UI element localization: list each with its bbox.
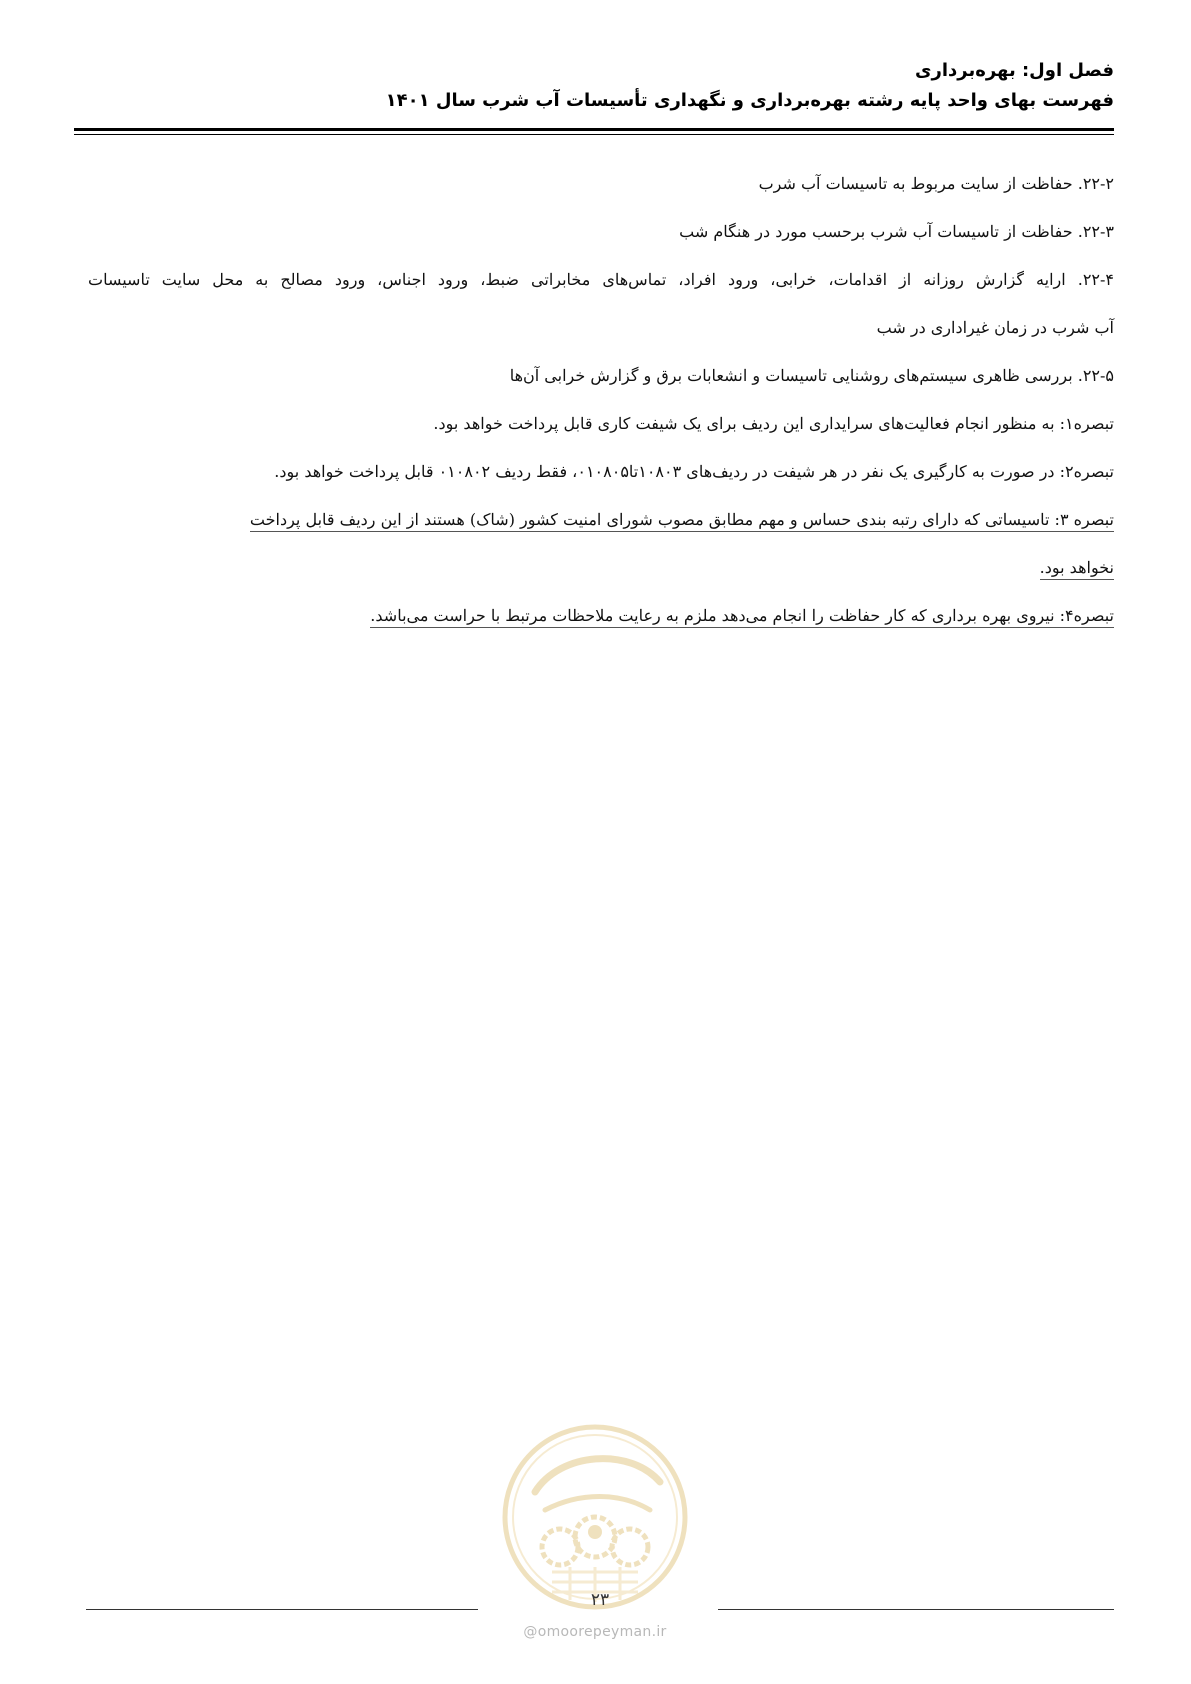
note-3-line1: تبصره ۳: تاسیساتی که دارای رتبه بندی حساس و مهم مطابق مصوب شورای امنیت کشور (شاک) هستند از این ردیف قابل پرداخت	[250, 510, 1114, 532]
note-4-text: تبصره۴: نیروی بهره برداری که کار حفاظت را انجام می‌دهد ملزم به رعایت ملاحظات مرتبط با حراست می‌باشد.	[370, 606, 1114, 628]
site-watermark-url: @omoorepeyman.ir	[523, 1624, 667, 1640]
page-header	[74, 56, 1114, 116]
footer-divider-right	[718, 1609, 1114, 1610]
item-22-4-line2: آب شرب در زمان غیراداری در شب	[876, 318, 1114, 337]
header-divider-thick	[74, 128, 1114, 131]
item-22-2: ۲۲-۲. حفاظت از سایت مربوط به تاسیسات آب شرب	[758, 174, 1114, 193]
header-divider-thin	[74, 134, 1114, 135]
note-2: تبصره۲: در صورت به کارگیری یک نفر در هر شیفت در ردیف‌های ۱۰۸۰۳تا۰۱۰۸۰۵، فقط ردیف ۰۱۰۸۰۲ قابل پرداخت خواهد بود.	[274, 462, 1114, 481]
note-3	[88, 496, 1114, 592]
footer-divider-left	[86, 1609, 478, 1610]
item-22-4-line1: ۲۲-۴. ارایه گزارش روزانه از اقدامات، خرابی، ورود افراد، تماس‌های مخابراتی ضبط، ورود اجناس، ورود مصالح به محل سایت تاسیسات	[88, 270, 1114, 289]
item-22-3: ۲۲-۳. حفاظت از تاسیسات آب شرب برحسب مورد در هنگام شب	[679, 222, 1114, 241]
note-4	[88, 592, 1114, 640]
page-number: ۲۳	[590, 1590, 610, 1610]
note-1: تبصره۱: به منظور انجام فعالیت‌های سرایداری این ردیف برای یک شیفت کاری قابل پرداخت خواهد بود.	[433, 414, 1114, 433]
omoorepeyman-logo-icon	[500, 1422, 690, 1612]
item-22-5: ۲۲-۵. بررسی ظاهری سیستم‌های روشنایی تاسیسات و انشعابات برق و گزارش خرابی آن‌ها	[509, 366, 1114, 385]
note-3-line2: نخواهد بود.	[1040, 558, 1114, 580]
chapter-title: فصل اول: بهره‌برداری	[915, 60, 1114, 81]
page-body	[88, 160, 1114, 640]
document-subtitle: فهرست بهای واحد پایه رشته بهره‌برداری و نگهداری تأسیسات آب شرب سال ۱۴۰۱	[385, 90, 1114, 111]
